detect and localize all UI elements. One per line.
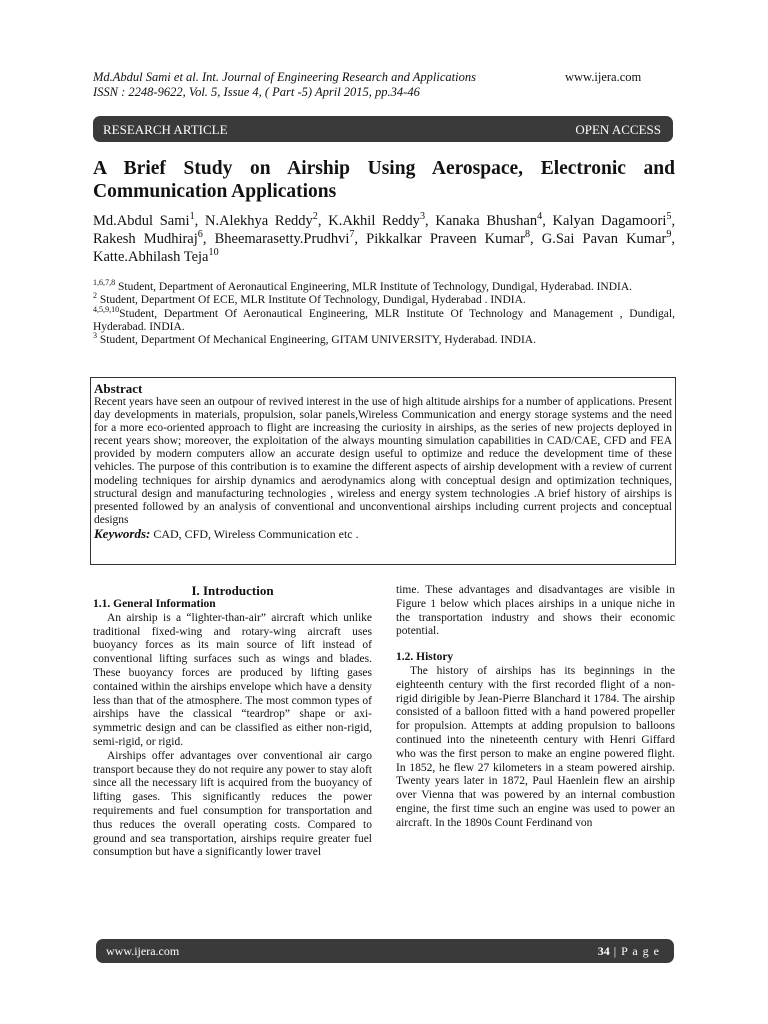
author-separator: , [425, 213, 436, 229]
affiliation-text: Student, Department of Aeronautical Engineering, MLR Institute of Technology, Dundigal, Hyderabad. INDIA. [115, 281, 633, 293]
journal-citation [93, 70, 476, 100]
affiliation-number: 4,5,9,10 [93, 304, 120, 314]
author-affiliation-number: 6 [197, 229, 203, 241]
abstract-text: Recent years have seen an outpour of revived interest in the use of high altitude airships for a number of applications. Present day developments in materials, propulsion, solar panels,Wireless Communication and energy storage systems and the need for a more eco-oriented approach to flight are increasing the curiosity in airships, as the series of new projects deployed in recent years show; moreover, the exploitation of the always mounting simulation capabilities in CAD/CAE, CFD and FEA provided by modern computers allow an accurate design useful to optimize and reduce the development time of these vehicles. The purpose of this contribution is to examine the different aspects of airship development with a review of current modeling techniques for airship dynamics and aerodynamics along with conceptual design and optimization techniques, structural design and manufacturing technologies , wireless and energy system technologies .A brief history of airships is presented followed by an analysis of conventional and unconventional airships including current projects and conceptual designs [94, 396, 672, 526]
affiliation-item [93, 291, 675, 307]
author-separator: , [530, 231, 542, 247]
author-separator: , [671, 213, 676, 229]
author-affiliation-number: 4 [537, 211, 543, 223]
author-name: Md.Abdul Sami [93, 213, 190, 229]
affiliation-number: 1,6,7,8 [93, 278, 116, 288]
paragraph-general-information-2: Airships offer advantages over conventional air cargo transport because they do not require any power to stay aloft since all the necessary lift is acquired from the buoyancy of lifting gases. This significantly reduces the power requirements and fuel consumption for transportation and thus reduces the overall operating costs. Compared to ground and sea transportation, airships require greater fuel consumption but have a significantly lower travel [93, 749, 372, 859]
author-name: Katte.Abhilash Teja [93, 249, 209, 265]
keywords-value: CAD, CFD, Wireless Communication etc . [150, 526, 359, 541]
author-affiliation-number: 10 [208, 247, 219, 259]
page-label: | P a g e [609, 944, 660, 958]
author-name: Pikkalkar Praveen Kumar [366, 231, 525, 247]
subsection-heading-general-information: 1.1. General Information [93, 598, 216, 610]
author-name: Kanaka Bhushan [435, 213, 538, 229]
header-website-link[interactable]: www.ijera.com [565, 70, 642, 84]
citation-line-1: Md.Abdul Sami et al. Int. Journal of Engineering Research and Applications [93, 70, 476, 84]
author-affiliation-number: 3 [419, 211, 425, 223]
subsection-heading-history: 1.2. History [396, 651, 454, 664]
author-separator: , [671, 231, 676, 247]
author-separator: , [194, 213, 205, 229]
author-separator: , [542, 213, 553, 229]
section-heading-introduction: I. Introduction [191, 583, 274, 598]
author-separator: , [317, 213, 329, 229]
paragraph-general-information-2-continued: time. These advantages and disadvantages are visible in Figure 1 below which places airships in a unique niche in the transportation industry and shows their economic potential. [396, 584, 675, 638]
author-name: K.Akhil Reddy [328, 213, 420, 229]
author-affiliation-number: 9 [666, 229, 672, 241]
page-number-value: 34 [597, 944, 610, 958]
affiliation-text: Student, Department Of Aeronautical Engineering, MLR Institute Of Technology and Management , Dundigal, Hyderabad. INDIA. [93, 307, 675, 333]
affiliation-item [93, 331, 675, 347]
left-column [93, 583, 372, 860]
author-name: N.Alekhya Reddy [204, 213, 313, 229]
author-affiliation-number: 5 [666, 211, 672, 223]
author-name: G.Sai Pavan Kumar [541, 231, 667, 247]
author-separator: , [202, 231, 215, 247]
research-article-label: RESEARCH ARTICLE [103, 122, 228, 137]
affiliation-item [93, 278, 675, 294]
author-list [93, 212, 675, 266]
keywords-line [94, 527, 672, 541]
right-column [396, 584, 675, 831]
keywords-label: Keywords: [94, 525, 151, 541]
author-affiliation-number: 2 [312, 211, 318, 223]
author-affiliation-number: 7 [349, 229, 355, 241]
citation-line-2: ISSN : 2248-9622, Vol. 5, Issue 4, ( Part -5) April 2015, pp.34-46 [93, 85, 420, 99]
author-name: Bheemarasetty.Prudhvi [214, 231, 350, 247]
affiliation-item [93, 304, 675, 335]
article-type-banner [93, 116, 673, 142]
open-access-label: OPEN ACCESS [575, 122, 661, 137]
author-separator: , [354, 231, 367, 247]
affiliation-list [93, 278, 675, 347]
affiliation-number: 3 [93, 331, 98, 341]
page-footer [96, 939, 674, 963]
abstract-box [90, 377, 676, 565]
affiliation-text: Student, Department Of Mechanical Engineering, GITAM UNIVERSITY, Hyderabad. INDIA. [97, 334, 536, 347]
footer-website-link[interactable]: www.ijera.com [106, 944, 180, 958]
affiliation-text: Student, Department Of ECE, MLR Institute Of Technology, Dundigal, Hyderabad . INDIA. [97, 294, 526, 307]
author-affiliation-number: 1 [189, 211, 195, 223]
abstract-heading: Abstract [94, 381, 143, 396]
author-affiliation-number: 8 [524, 229, 531, 241]
paragraph-general-information-1: An airship is a “lighter-than-air” aircraft which unlike traditional fixed-wing and rotary-wing aircraft uses buoyancy forces as its main source of lift instead of conventional lifting surfaces such as wings and blades. These buoyancy forces are produced by lifting gases contained within the airships envelope which have a density less than that of the atmosphere. The most common types of airships have the classical “teardrop” shape or axi-symmetric design and can be classified as either non-rigid, semi-rigid, or rigid. [93, 611, 372, 748]
page-number [598, 944, 660, 959]
author-name: Kalyan Dagamoori [552, 213, 667, 229]
author-name: Rakesh Mudhiraj [93, 231, 198, 247]
paper-title: A Brief Study on Airship Using Aerospace, Electronic and Communication Applications [93, 158, 675, 202]
paragraph-history-1: The history of airships has its beginnings in the eighteenth century with the first recorded flight of a non-rigid dirigible by Jean-Pierre Blanchard it 1784. The airship consisted of a balloon fitted with a hand powered propeller for propulsion. Attempts at adding propulsion to balloons continued into the nineteenth century with Henri Giffard who was the first person to make an engine powered flight. In 1852, he flew 27 kilometers in a steam powered airship. Twenty years later in 1872, Paul Haenlein flew an airship over Vienna that was powered by an internal combustion engine, the first time such an engine was used to power an aircraft. In the 1890s Count Ferdinand von [396, 664, 675, 829]
affiliation-number: 2 [93, 291, 98, 301]
